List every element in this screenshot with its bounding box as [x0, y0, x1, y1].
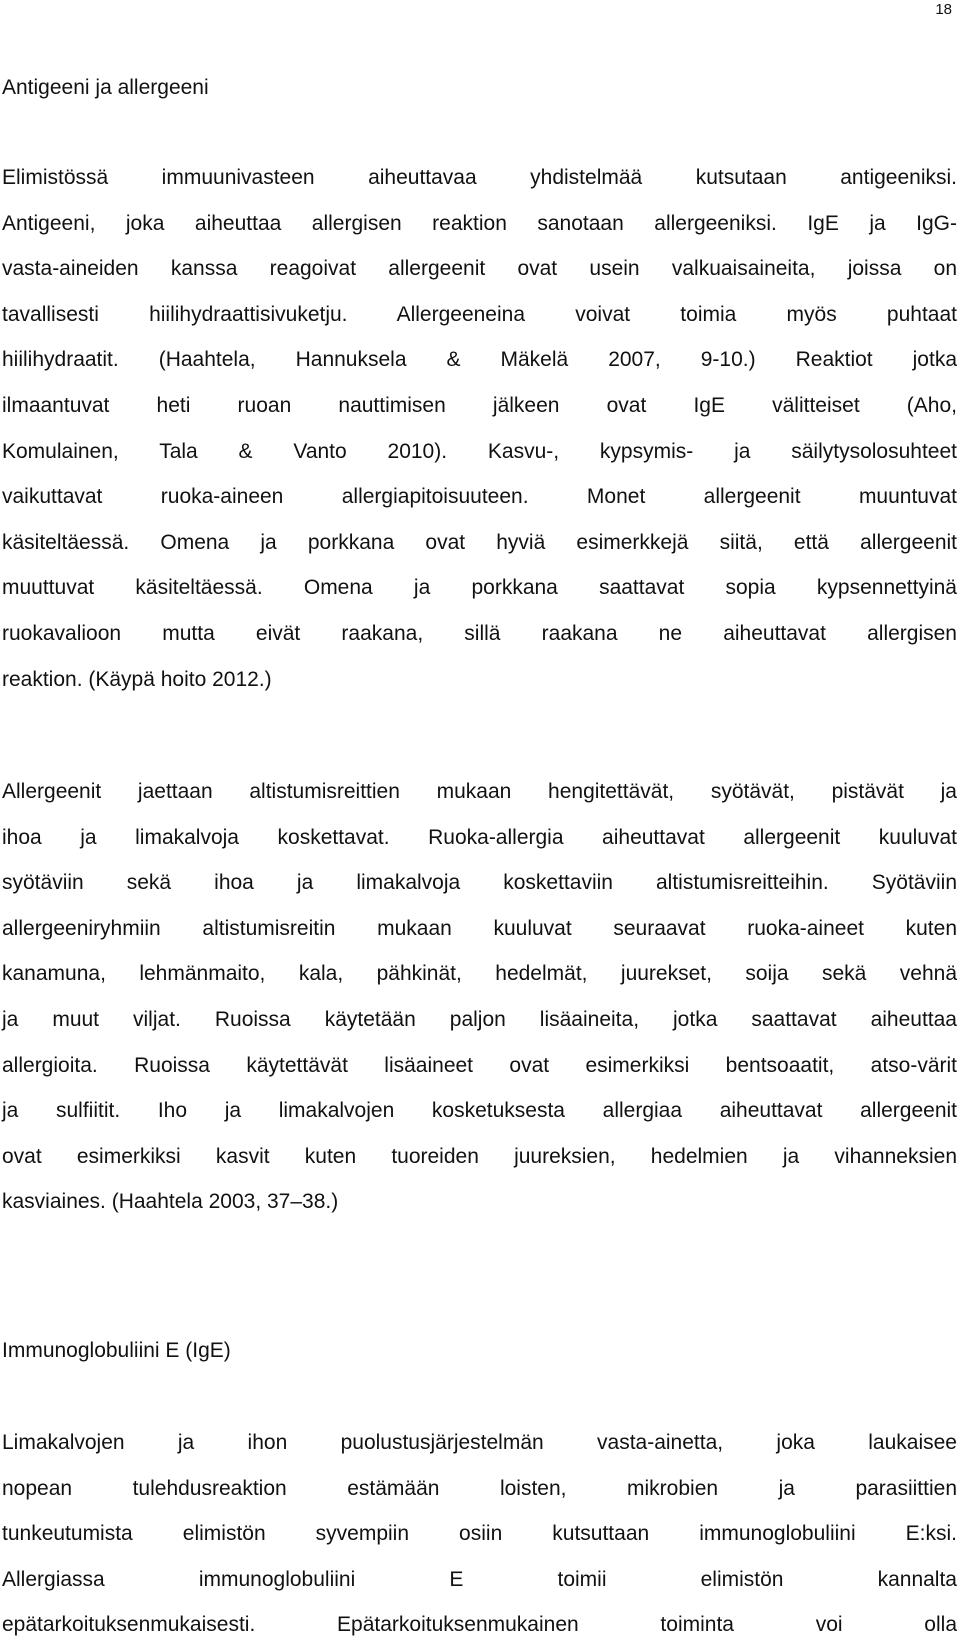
paragraph-line: ilmaantuvat heti ruoan nauttimisen jälkeen ovat IgE välitteiset (Aho, — [2, 393, 957, 417]
paragraph-line: ja sulfiitit. Iho ja limakalvojen kosketuksesta allergiaa aiheuttavat allergeenit — [2, 1099, 957, 1123]
paragraph-line: epätarkoituksenmukaisesti. Epätarkoituksenmukainen toiminta voi olla — [2, 1613, 957, 1637]
paragraph-line: nopean tulehdusreaktion estämään loisten, mikrobien ja parasiittien — [2, 1476, 957, 1500]
paragraph-line: ruokavalioon mutta eivät raakana, sillä raakana ne aiheuttavat allergisen — [2, 621, 957, 645]
paragraph-line: ovat esimerkiksi kasvit kuten tuoreiden juureksien, hedelmien ja vihanneksien — [2, 1144, 957, 1168]
paragraph-line: tunkeutumista elimistön syvempiin osiin kutsuttaan immunoglobuliini E:ksi. — [2, 1522, 957, 1546]
paragraph-antigeeni — [2, 155, 957, 702]
paragraph-line: Elimistössä immuunivasteen aiheuttavaa yhdistelmää kutsutaan antigeeniksi. — [2, 166, 957, 189]
paragraph-line: Allergiassa immunoglobuliini E toimii elimistön kannalta — [2, 1567, 957, 1591]
paragraph-line: hiilihydraatit. (Haahtela, Hannuksela & Mäkelä 2007, 9-10.) Reaktiot jotka — [2, 348, 957, 372]
paragraph-line: vasta-aineiden kanssa reagoivat allergeenit ovat usein valkuaisaineita, joissa on — [2, 257, 957, 281]
paragraph-line: allergeeniryhmiin altistumisreitin mukaan kuuluvat seuraavat ruoka-aineet kuten — [2, 916, 957, 940]
paragraph-line: vaikuttavat ruoka-aineen allergiapitoisuuteen. Monet allergeenit muuntuvat — [2, 485, 957, 509]
paragraph-line: Komulainen, Tala & Vanto 2010). Kasvu-, kypsymis- ja säilytysolosuhteet — [2, 439, 957, 463]
paragraph-line: muuttuvat käsiteltäessä. Omena ja porkkana saattavat sopia kypsennettyinä — [2, 576, 957, 600]
paragraph-line: ihoa ja limakalvoja koskettavat. Ruoka-allergia aiheuttavat allergeenit kuuluvat — [2, 825, 957, 849]
paragraph-line: tavallisesti hiilihydraattisivuketju. Allergeeneina voivat toimia myös puhtaat — [2, 302, 957, 326]
paragraph-line: syötäviin sekä ihoa ja limakalvoja koskettaviin altistumisreitteihin. Syötäviin — [2, 871, 957, 895]
paragraph-line: allergioita. Ruoissa käytettävät lisäaineet ovat esimerkiksi bentsoaatit, atso-värit — [2, 1053, 957, 1077]
paragraph-line: käsiteltäessä. Omena ja porkkana ovat hyviä esimerkkejä siitä, että allergeenit — [2, 530, 957, 554]
section-heading-ige: Immunoglobuliini E (IgE) — [2, 1339, 231, 1362]
paragraph-line: reaktion. (Käypä hoito 2012.) — [2, 667, 272, 691]
paragraph-line: kasviaines. (Haahtela 2003, 37–38.) — [2, 1190, 339, 1214]
paragraph-altistumisreitit — [2, 769, 957, 1225]
section-heading-antigeeni: Antigeeni ja allergeeni — [2, 76, 209, 99]
paragraph-line: Allergeenit jaettaan altistumisreittien mukaan hengitettävät, syötävät, pistävät ja — [2, 780, 957, 803]
paragraph-line: Limakalvojen ja ihon puolustusjärjestelmän vasta-ainetta, joka laukaisee — [2, 1431, 957, 1454]
page-number: 18 — [935, 1, 952, 18]
paragraph-line: Antigeeni, joka aiheuttaa allergisen reaktion sanotaan allergeeniksi. IgE ja IgG- — [2, 211, 957, 235]
paragraph-ige — [2, 1420, 957, 1648]
paragraph-line: ja muut viljat. Ruoissa käytetään paljon lisäaineita, jotka saattavat aiheuttaa — [2, 1007, 957, 1031]
paragraph-line: kanamuna, lehmänmaito, kala, pähkinät, hedelmät, juurekset, soija sekä vehnä — [2, 962, 957, 986]
